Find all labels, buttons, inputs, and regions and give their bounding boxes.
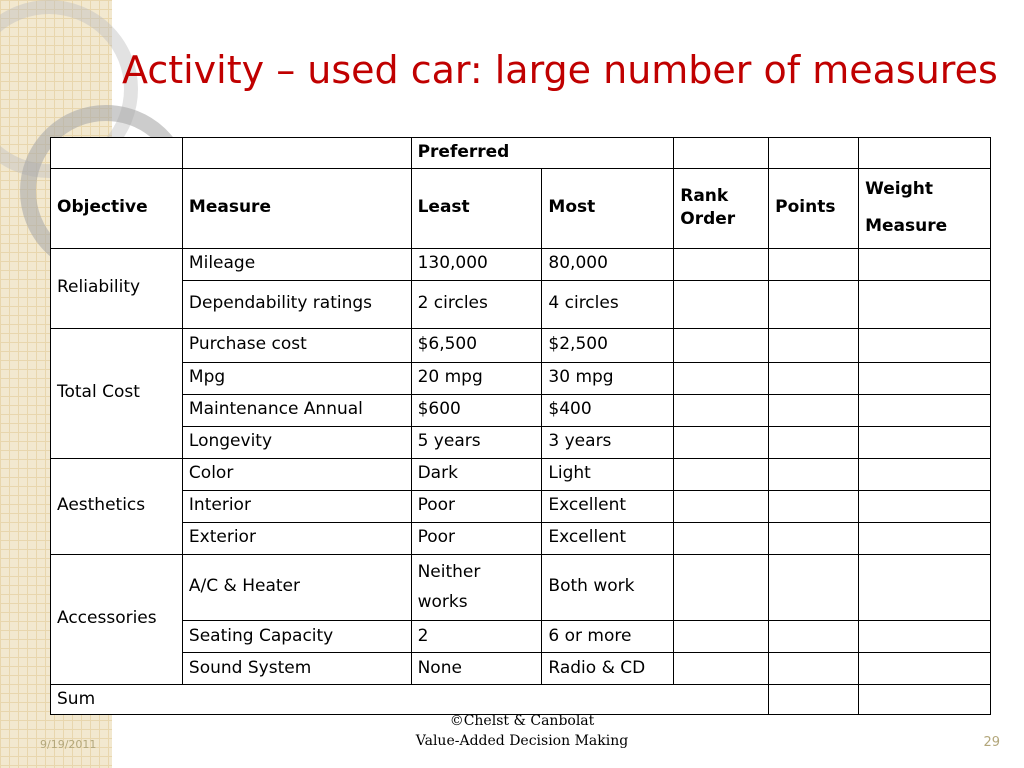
measure-cell: Longevity bbox=[182, 426, 411, 458]
weight-cell bbox=[859, 362, 991, 394]
table-row bbox=[51, 620, 991, 652]
least-header: Least bbox=[411, 169, 542, 249]
least-cell: Poor bbox=[411, 490, 542, 522]
most-cell: 6 or more bbox=[542, 620, 674, 652]
copyright-text: ©Chelst & Canbolat bbox=[449, 713, 595, 729]
measure-header: Measure bbox=[182, 169, 411, 249]
rank-order-header: Rank Order bbox=[674, 169, 769, 249]
most-cell: $400 bbox=[542, 394, 674, 426]
most-header: Most bbox=[542, 169, 674, 249]
slide-date: 9/19/2011 bbox=[40, 738, 97, 751]
points-cell bbox=[769, 394, 859, 426]
least-cell: None bbox=[411, 652, 542, 684]
points-cell bbox=[769, 490, 859, 522]
points-cell bbox=[769, 554, 859, 620]
preferred-header: Preferred bbox=[411, 138, 674, 169]
rank-order-cell bbox=[674, 620, 769, 652]
weight-cell bbox=[859, 426, 991, 458]
points-header: Points bbox=[769, 169, 859, 249]
most-cell: Both work bbox=[542, 554, 674, 620]
page-number: 29 bbox=[983, 735, 1000, 750]
measure-cell: Sound System bbox=[182, 652, 411, 684]
table-row bbox=[51, 394, 991, 426]
weight-cell bbox=[859, 280, 991, 328]
rank-order-cell bbox=[674, 280, 769, 328]
table-row bbox=[51, 652, 991, 684]
weight-cell bbox=[859, 652, 991, 684]
most-cell: 3 years bbox=[542, 426, 674, 458]
rank-order-cell bbox=[674, 394, 769, 426]
rank-order-cell bbox=[674, 652, 769, 684]
table-row bbox=[51, 554, 991, 620]
objective-reliability: Reliability bbox=[51, 248, 183, 328]
table-row bbox=[51, 362, 991, 394]
most-cell: 30 mpg bbox=[542, 362, 674, 394]
weight-cell bbox=[859, 620, 991, 652]
objective-header: Objective bbox=[51, 169, 183, 249]
points-cell bbox=[769, 522, 859, 554]
measure-cell: Exterior bbox=[182, 522, 411, 554]
points-cell bbox=[769, 280, 859, 328]
weight-cell bbox=[859, 554, 991, 620]
sum-row bbox=[51, 684, 991, 714]
most-cell: Excellent bbox=[542, 490, 674, 522]
points-sum-cell bbox=[769, 684, 859, 714]
table-cell bbox=[769, 138, 859, 169]
table-cell bbox=[51, 138, 183, 169]
least-cell: Neither works bbox=[411, 554, 542, 620]
table-row bbox=[51, 522, 991, 554]
rank-order-cell bbox=[674, 248, 769, 280]
weight-sum-cell bbox=[859, 684, 991, 714]
least-cell: $6,500 bbox=[411, 328, 542, 362]
weight-cell bbox=[859, 522, 991, 554]
table-row bbox=[51, 248, 991, 280]
measure-cell: Mileage bbox=[182, 248, 411, 280]
least-cell: Poor bbox=[411, 522, 542, 554]
least-cell: 2 circles bbox=[411, 280, 542, 328]
points-cell bbox=[769, 426, 859, 458]
table-row bbox=[51, 328, 991, 362]
least-cell: $600 bbox=[411, 394, 542, 426]
least-cell: 2 bbox=[411, 620, 542, 652]
table-header-row bbox=[51, 138, 991, 169]
least-cell: Dark bbox=[411, 458, 542, 490]
least-cell: 130,000 bbox=[411, 248, 542, 280]
least-cell: 20 mpg bbox=[411, 362, 542, 394]
slide-title: Activity – used car: large number of measures bbox=[122, 48, 998, 92]
table-row bbox=[51, 280, 991, 328]
points-cell bbox=[769, 458, 859, 490]
objective-aesthetics: Aesthetics bbox=[51, 458, 183, 554]
table-cell bbox=[859, 138, 991, 169]
measure-cell: Maintenance Annual bbox=[182, 394, 411, 426]
rank-order-cell bbox=[674, 490, 769, 522]
table-cell bbox=[674, 138, 769, 169]
rank-order-cell bbox=[674, 554, 769, 620]
points-cell bbox=[769, 248, 859, 280]
weight-cell bbox=[859, 248, 991, 280]
most-cell: Excellent bbox=[542, 522, 674, 554]
table-row bbox=[51, 458, 991, 490]
least-cell: 5 years bbox=[411, 426, 542, 458]
measure-cell: Seating Capacity bbox=[182, 620, 411, 652]
most-cell: Radio & CD bbox=[542, 652, 674, 684]
weight-cell bbox=[859, 490, 991, 522]
points-cell bbox=[769, 652, 859, 684]
points-cell bbox=[769, 362, 859, 394]
measure-cell: Mpg bbox=[182, 362, 411, 394]
most-cell: $2,500 bbox=[542, 328, 674, 362]
measure-cell: Purchase cost bbox=[182, 328, 411, 362]
table-header-row bbox=[51, 169, 991, 249]
table-row bbox=[51, 426, 991, 458]
weight-measure-header: Weight Measure bbox=[859, 169, 991, 249]
rank-order-cell bbox=[674, 426, 769, 458]
rank-order-cell bbox=[674, 328, 769, 362]
table-cell bbox=[182, 138, 411, 169]
objective-total-cost: Total Cost bbox=[51, 328, 183, 458]
objective-accessories: Accessories bbox=[51, 554, 183, 684]
weight-cell bbox=[859, 458, 991, 490]
most-cell: Light bbox=[542, 458, 674, 490]
points-cell bbox=[769, 328, 859, 362]
points-cell bbox=[769, 620, 859, 652]
rank-order-cell bbox=[674, 522, 769, 554]
measure-cell: A/C & Heater bbox=[182, 554, 411, 620]
sum-label: Sum bbox=[51, 684, 769, 714]
footer-credit bbox=[372, 712, 672, 751]
most-cell: 4 circles bbox=[542, 280, 674, 328]
course-title: Value-Added Decision Making bbox=[415, 732, 629, 749]
weight-cell bbox=[859, 394, 991, 426]
most-cell: 80,000 bbox=[542, 248, 674, 280]
rank-order-cell bbox=[674, 458, 769, 490]
table-row bbox=[51, 490, 991, 522]
rank-order-cell bbox=[674, 362, 769, 394]
measure-cell: Interior bbox=[182, 490, 411, 522]
measure-cell: Dependability ratings bbox=[182, 280, 411, 328]
measures-table bbox=[50, 137, 991, 715]
weight-cell bbox=[859, 328, 991, 362]
measure-cell: Color bbox=[182, 458, 411, 490]
